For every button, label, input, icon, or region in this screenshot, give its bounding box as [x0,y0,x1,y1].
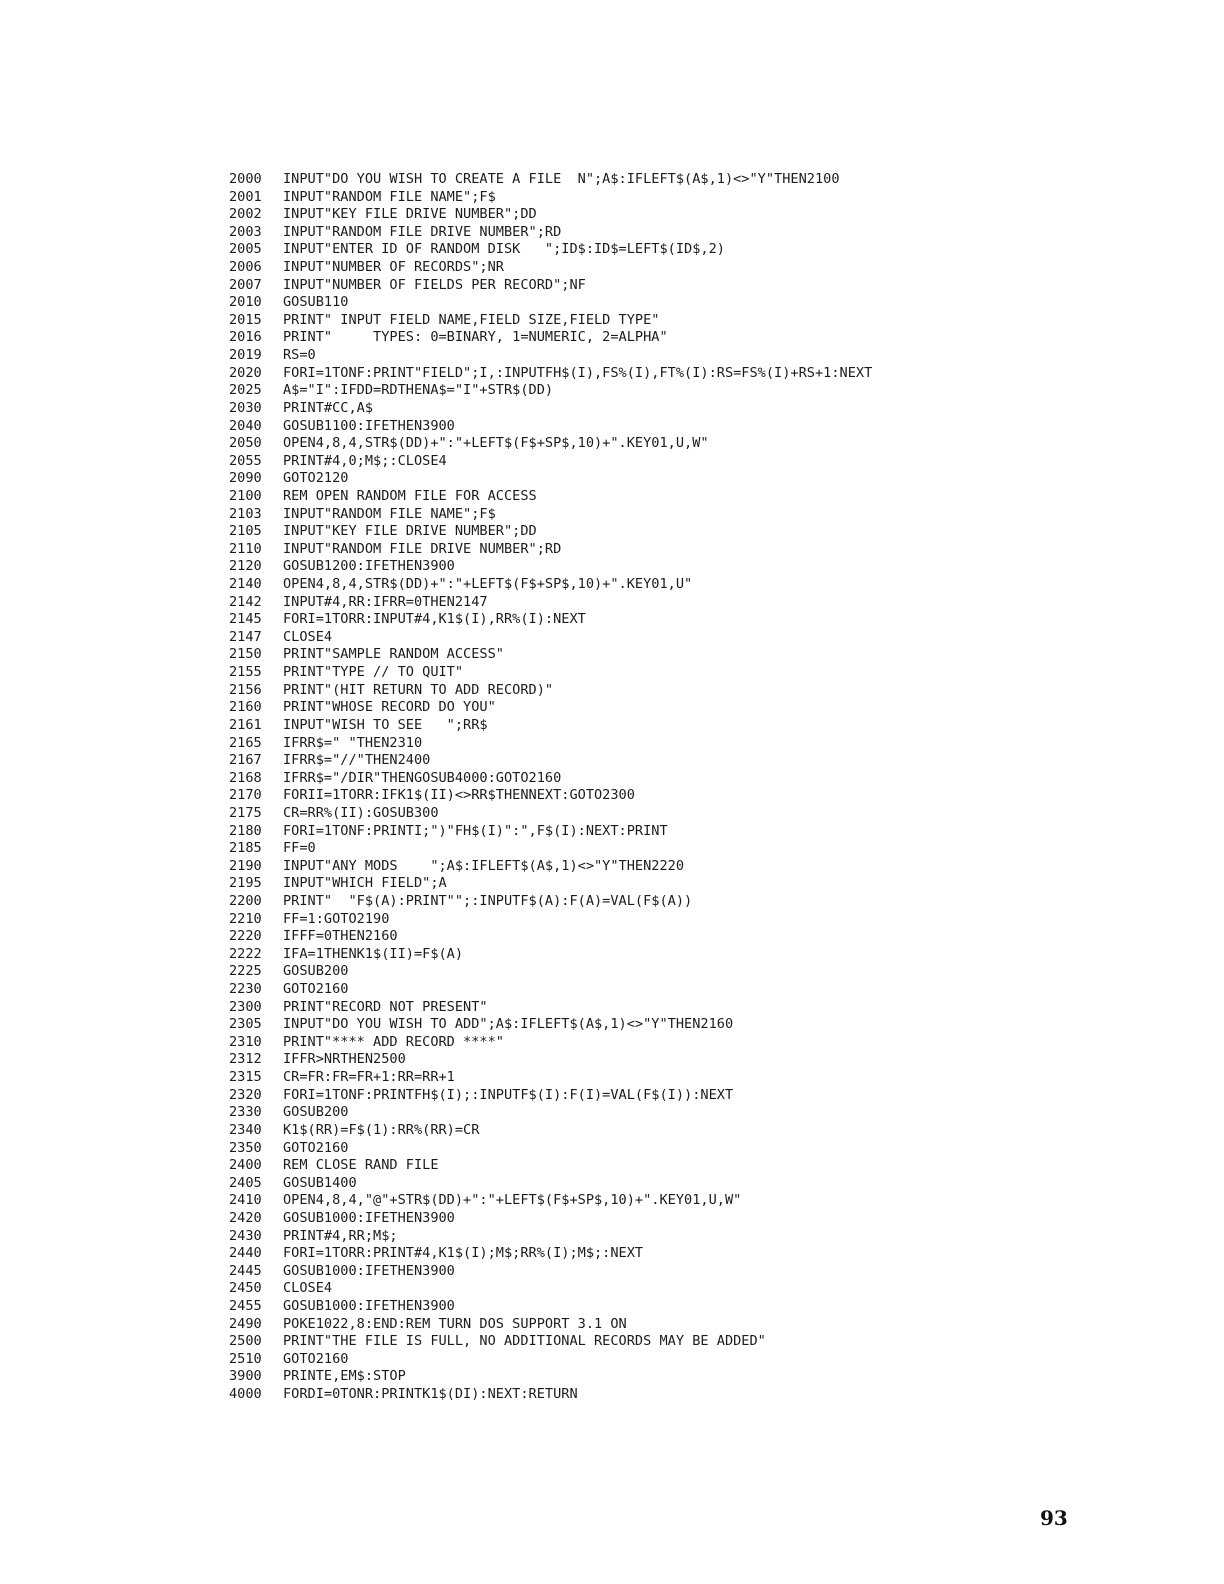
code-line [229,1333,1129,1351]
code-line [229,1016,1129,1034]
line-number: 2103 [229,505,262,522]
line-code: GOSUB1200:IFETHEN3900 [283,558,455,575]
line-code: PRINT" INPUT FIELD NAME,FIELD SIZE,FIELD TYPE" [283,311,660,328]
code-line [229,365,1129,383]
line-number: 2165 [229,734,262,751]
line-number: 2420 [229,1209,262,1226]
code-line [229,1263,1129,1281]
code-line [229,1245,1129,1263]
line-code: GOSUB200 [283,1104,349,1121]
code-line [229,1351,1129,1369]
line-number: 2305 [229,1016,262,1033]
line-code: FF=1:GOTO2190 [283,910,390,927]
code-line [229,646,1129,664]
line-code: A$="I":IFDD=RDTHENA$="I"+STR$(DD) [283,382,554,399]
code-line [229,259,1129,277]
line-number: 2006 [229,259,262,276]
code-line [229,189,1129,207]
line-code: OPEN4,8,4,"@"+STR$(DD)+":"+LEFT$(F$+SP$,10)+".KEY01,U,W" [283,1192,742,1209]
line-number: 2330 [229,1104,262,1121]
line-code: INPUT"NUMBER OF RECORDS";NR [283,259,504,276]
line-number: 2400 [229,1157,262,1174]
line-number: 2490 [229,1315,262,1332]
line-number: 2440 [229,1245,262,1262]
page-number: 93 [1040,1506,1068,1530]
code-line [229,893,1129,911]
line-code: REM OPEN RANDOM FILE FOR ACCESS [283,487,537,504]
code-line [229,858,1129,876]
line-code: GOTO2160 [283,1350,349,1367]
line-number: 2500 [229,1333,262,1350]
code-line [229,171,1129,189]
code-line [229,664,1129,682]
line-number: 2019 [229,347,262,364]
code-line [229,1175,1129,1193]
line-number: 2025 [229,382,262,399]
code-line [229,576,1129,594]
code-line [229,805,1129,823]
code-line [229,928,1129,946]
line-code: RS=0 [283,347,316,364]
line-code: PRINT"SAMPLE RANDOM ACCESS" [283,646,504,663]
line-number: 2015 [229,311,262,328]
code-line [229,770,1129,788]
code-line [229,1316,1129,1334]
line-code: INPUT"ENTER ID OF RANDOM DISK ";ID$:ID$=LEFT$(ID$,2) [283,241,725,258]
line-number: 2168 [229,769,262,786]
line-code: FORI=1TONF:PRINTFH$(I);:INPUTF$(I):F(I)=VAL(F$(I)):NEXT [283,1086,734,1103]
code-line [229,1122,1129,1140]
code-line [229,752,1129,770]
line-number: 2410 [229,1192,262,1209]
code-line [229,541,1129,559]
code-line [229,329,1129,347]
code-line [229,1104,1129,1122]
line-number: 2300 [229,998,262,1015]
line-number: 2225 [229,963,262,980]
code-line [229,224,1129,242]
line-number: 2200 [229,892,262,909]
line-code: GOTO2120 [283,470,349,487]
line-number: 2230 [229,981,262,998]
code-line [229,911,1129,929]
line-code: INPUT"RANDOM FILE DRIVE NUMBER";RD [283,540,562,557]
code-line [229,946,1129,964]
line-number: 3900 [229,1368,262,1385]
code-line [229,1228,1129,1246]
code-line [229,1069,1129,1087]
line-code: CR=RR%(II):GOSUB300 [283,804,439,821]
line-number: 2155 [229,664,262,681]
line-number: 2315 [229,1069,262,1086]
line-number: 2167 [229,752,262,769]
line-code: PRINT"WHOSE RECORD DO YOU" [283,699,496,716]
code-line [229,999,1129,1017]
line-code: FORI=1TORR:PRINT#4,K1$(I);M$;RR%(I);M$;:NEXT [283,1245,644,1262]
code-line [229,629,1129,647]
code-line [229,435,1129,453]
line-code: PRINTE,EM$:STOP [283,1368,406,1385]
line-number: 2160 [229,699,262,716]
line-number: 4000 [229,1386,262,1403]
code-line [229,1210,1129,1228]
line-number: 2055 [229,452,262,469]
code-line [229,875,1129,893]
code-line [229,594,1129,612]
line-number: 2016 [229,329,262,346]
line-number: 2000 [229,171,262,187]
line-code: IFFR>NRTHEN2500 [283,1051,406,1068]
line-number: 2312 [229,1051,262,1068]
line-code: GOSUB1100:IFETHEN3900 [283,417,455,434]
line-code: FF=0 [283,840,316,857]
code-line [229,558,1129,576]
line-code: PRINT"THE FILE IS FULL, NO ADDITIONAL RECORDS MAY BE ADDED" [283,1333,766,1350]
line-number: 2040 [229,417,262,434]
code-line [229,963,1129,981]
line-code: FORII=1TORR:IFK1$(II)<>RR$THENNEXT:GOTO2300 [283,787,635,804]
line-number: 2175 [229,804,262,821]
code-line [229,1386,1129,1404]
line-code: PRINT"RECORD NOT PRESENT" [283,998,488,1015]
code-line [229,523,1129,541]
line-code: INPUT"RANDOM FILE DRIVE NUMBER";RD [283,223,562,240]
line-number: 2161 [229,716,262,733]
line-code: POKE1022,8:END:REM TURN DOS SUPPORT 3.1 ON [283,1315,627,1332]
code-line [229,699,1129,717]
line-number: 2405 [229,1174,262,1191]
line-number: 2350 [229,1139,262,1156]
line-code: PRINT" TYPES: 0=BINARY, 1=NUMERIC, 2=ALPHA" [283,329,668,346]
line-code: GOSUB1000:IFETHEN3900 [283,1298,455,1314]
line-code: OPEN4,8,4,STR$(DD)+":"+LEFT$(F$+SP$,10)+".KEY01,U" [283,576,693,593]
code-line [229,312,1129,330]
code-line [229,823,1129,841]
line-code: PRINT"**** ADD RECORD ****" [283,1033,504,1050]
line-number: 2510 [229,1350,262,1367]
line-number: 2140 [229,576,262,593]
line-number: 2003 [229,223,262,240]
line-number: 2030 [229,399,262,416]
code-line [229,611,1129,629]
line-number: 2210 [229,910,262,927]
line-code: CLOSE4 [283,628,333,645]
line-code: IFRR$=" "THEN2310 [283,734,423,751]
line-code: CLOSE4 [283,1280,333,1297]
line-code: PRINT"TYPE // TO QUIT" [283,664,464,681]
code-line [229,840,1129,858]
line-code: K1$(RR)=F$(1):RR%(RR)=CR [283,1121,480,1138]
line-code: OPEN4,8,4,STR$(DD)+":"+LEFT$(F$+SP$,10)+".KEY01,U,W" [283,435,709,452]
code-line [229,488,1129,506]
line-number: 2002 [229,206,262,223]
line-number: 2142 [229,593,262,610]
code-line [229,470,1129,488]
line-number: 2450 [229,1280,262,1297]
code-line [229,453,1129,471]
line-code: FORI=1TONF:PRINT"FIELD";I,:INPUTFH$(I),FS%(I),FT%(I):RS=FS%(I)+RS+1:NEXT [283,364,873,381]
line-number: 2190 [229,857,262,874]
line-code: IFFF=0THEN2160 [283,928,398,945]
line-code: GOSUB1000:IFETHEN3900 [283,1209,455,1226]
line-code: INPUT#4,RR:IFRR=0THEN2147 [283,593,488,610]
line-code: INPUT"RANDOM FILE NAME";F$ [283,505,496,522]
line-number: 2445 [229,1262,262,1279]
line-code: FORDI=0TONR:PRINTK1$(DI):NEXT:RETURN [283,1386,578,1403]
line-code: INPUT"NUMBER OF FIELDS PER RECORD";NF [283,276,586,293]
line-code: GOSUB110 [283,294,349,311]
line-number: 2100 [229,487,262,504]
line-code: PRINT#CC,A$ [283,399,374,416]
code-line [229,206,1129,224]
line-number: 2310 [229,1033,262,1050]
line-number: 2050 [229,435,262,452]
code-listing [229,171,1129,1404]
line-number: 2185 [229,840,262,857]
code-line [229,1140,1129,1158]
line-code: INPUT"KEY FILE DRIVE NUMBER";DD [283,523,537,540]
code-line [229,382,1129,400]
code-line [229,682,1129,700]
line-number: 2340 [229,1121,262,1138]
line-code: CR=FR:FR=FR+1:RR=RR+1 [283,1069,455,1086]
line-number: 2105 [229,523,262,540]
line-number: 2145 [229,611,262,628]
line-code: IFRR$="/DIR"THENGOSUB4000:GOTO2160 [283,769,562,786]
code-line [229,241,1129,259]
line-code: GOSUB1000:IFETHEN3900 [283,1262,455,1279]
line-number: 2110 [229,540,262,557]
line-number: 2001 [229,188,262,205]
line-code: INPUT"ANY MODS ";A$:IFLEFT$(A$,1)<>"Y"THEN2220 [283,857,685,874]
line-code: FORI=1TORR:INPUT#4,K1$(I),RR%(I):NEXT [283,611,586,628]
line-number: 2455 [229,1298,262,1314]
line-code: INPUT"WISH TO SEE ";RR$ [283,716,488,733]
code-line [229,1192,1129,1210]
line-code: PRINT#4,0;M$;:CLOSE4 [283,452,447,469]
line-code: PRINT#4,RR;M$; [283,1227,398,1244]
line-code: REM CLOSE RAND FILE [283,1157,439,1174]
line-code: GOTO2160 [283,1139,349,1156]
code-line [229,1051,1129,1069]
code-line [229,294,1129,312]
code-line [229,506,1129,524]
line-number: 2170 [229,787,262,804]
line-number: 2010 [229,294,262,311]
code-line [229,1157,1129,1175]
code-line [229,1280,1129,1298]
code-line [229,787,1129,805]
line-number: 2005 [229,241,262,258]
line-number: 2320 [229,1086,262,1103]
code-line [229,347,1129,365]
line-number: 2222 [229,945,262,962]
line-number: 2430 [229,1227,262,1244]
line-number: 2120 [229,558,262,575]
line-code: FORI=1TONF:PRINTI;")"FH$(I)":",F$(I):NEXT:PRINT [283,822,668,839]
code-line [229,735,1129,753]
line-code: GOSUB1400 [283,1174,357,1191]
line-code: INPUT"DO YOU WISH TO ADD";A$:IFLEFT$(A$,1)<>"Y"THEN2160 [283,1016,734,1033]
code-line [229,1298,1129,1316]
line-number: 2156 [229,681,262,698]
line-number: 2195 [229,875,262,892]
line-code: PRINT"(HIT RETURN TO ADD RECORD)" [283,681,554,698]
line-code: PRINT" "F$(A):PRINT"";:INPUTF$(A):F(A)=VAL(F$(A)) [283,892,693,909]
code-line [229,717,1129,735]
line-code: INPUT"DO YOU WISH TO CREATE A FILE N";A$:IFLEFT$(A$,1)<>"Y"THEN2100 [283,171,840,187]
code-line [229,1087,1129,1105]
line-number: 2150 [229,646,262,663]
line-code: INPUT"WHICH FIELD";A [283,875,447,892]
code-line [229,981,1129,999]
code-line [229,400,1129,418]
line-number: 2220 [229,928,262,945]
line-code: INPUT"KEY FILE DRIVE NUMBER";DD [283,206,537,223]
code-line [229,277,1129,295]
line-code: GOSUB200 [283,963,349,980]
code-line [229,1034,1129,1052]
line-number: 2180 [229,822,262,839]
line-code: INPUT"RANDOM FILE NAME";F$ [283,188,496,205]
line-code: IFA=1THENK1$(II)=F$(A) [283,945,464,962]
line-code: GOTO2160 [283,981,349,998]
line-code: IFRR$="//"THEN2400 [283,752,431,769]
line-number: 2147 [229,628,262,645]
code-line [229,1368,1129,1386]
line-number: 2090 [229,470,262,487]
line-number: 2007 [229,276,262,293]
line-number: 2020 [229,364,262,381]
code-line [229,418,1129,436]
